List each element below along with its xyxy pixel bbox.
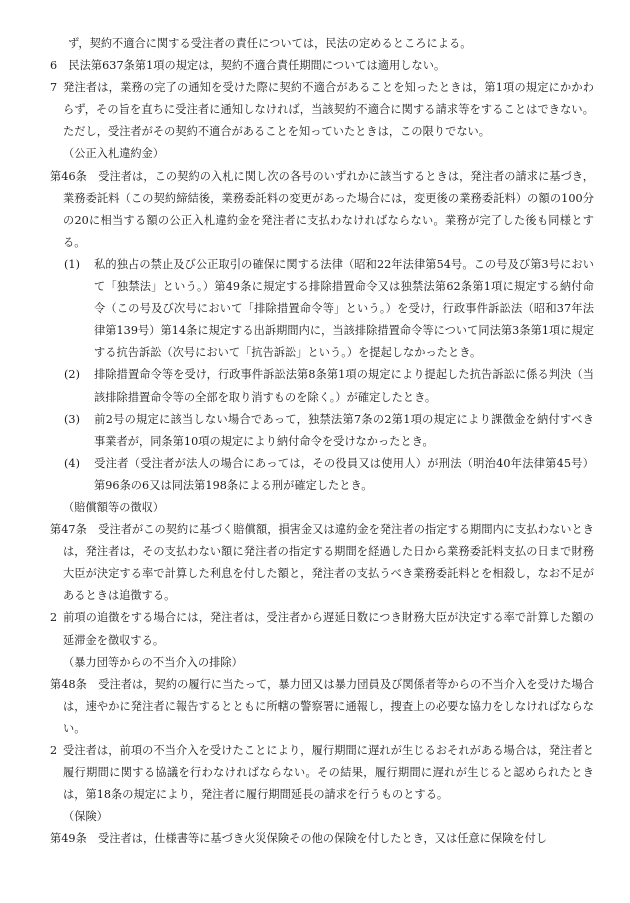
paragraph-number: 2 [50, 744, 58, 757]
article-47-paragraph-2 [50, 607, 594, 651]
article-46 [50, 166, 594, 254]
article-48-heading: （暴力団等からの不当介入の排除） [63, 655, 243, 669]
item-text: 受注者（受注者が法人の場合にあっては，その役員又は使用人）が刑法（明治40年法律第45号）第96条の6又は同法第198条による刑が確定したとき。 [94, 456, 594, 492]
article-label: 第47条 [50, 523, 87, 537]
paragraph-7 [50, 77, 594, 143]
article-47 [50, 519, 594, 607]
item-number: (2) [64, 368, 80, 382]
article-48-paragraph-2 [50, 740, 594, 806]
article-text: 受注者は，仕様書等に基づき火災保険その他の保険を付したとき，又は任意に保険を付し [86, 832, 548, 846]
article-49 [50, 828, 594, 850]
item-text: 排除措置命令等を受け，行政事件訴訟法第8条第1項の規定により提起した抗告訴訟に係る判決（当該排除措置命令等の全部を取り消すものを除く。）が確定したとき。 [94, 368, 594, 404]
paragraph-text: 発注者は，業務の完了の通知を受けた際に契約不適合があることを知ったときは，第1項の規定にかかわらず，その旨を直ちに受注者に通知しなければ，当該契約不適合に関する請求等をすることはできない。ただし，受注者がその契約不適合があることを知っていたときは，この限りでない。 [63, 81, 594, 139]
paragraph-text: 前項の追徴をする場合には，発注者は，受注者から遅延日数につき財務大臣が決定する率で計算した額の延滞金を徴収する。 [63, 611, 594, 647]
paragraph-number: 7 [50, 81, 58, 95]
paragraph-continuation: ず，契約不適合に関する受注者の責任については，民法の定めるところによる。 [68, 37, 472, 50]
item-text: 私的独占の禁止及び公正取引の確保に関する法律（昭和22年法律第54号。この号及び第3号において「独禁法」という。）第49条に規定する排除措置命令又は独禁法第62条第1項に規定する納付命令（この号及び次号において「排除措置命令等」という。）を受け，行政事件訴訟法（昭和37年法律第139号）第14条に規定する出訴期間内に，当該排除措置命令等について同法第3条第1項に規定する抗告訴訟（次号において「抗告訴訟」という。）を提起しなかったとき。 [94, 257, 594, 360]
paragraph-6: 6 民法第637条第1項の規定は，契約不適合責任期間については適用しない。 [50, 59, 446, 73]
item-number: (1) [64, 257, 80, 271]
article-46-heading: （公正入札違約金） [63, 147, 165, 161]
article-text: 受注者がこの契約に基づく賠償額，損害金又は違約金を発注者の指定する期間内に支払わないときは，発注者は，その支払わない額に発注者の指定する期間を経過した日から業務委託料支払の日まで財務大臣が決定する率で計算した利息を付した額と，発注者の支払うべき業務委託料とを相殺し，なお不足があるときは追徴する。 [63, 523, 594, 603]
article-label: 第48条 [50, 677, 87, 691]
article-49-heading: （保険） [63, 810, 108, 824]
article-47-heading: （賠償額等の徴収） [63, 500, 165, 514]
item-number: (3) [64, 412, 80, 426]
item-number: (4) [64, 456, 80, 470]
paragraph-text: 受注者は，前項の不当介入を受けたことにより，履行期間に遅れが生じるおそれがある場合は，発注者と履行期間に関する協議を行わなければならない。その結果，履行期間に遅れが生じると認められたときは，第18条の規定により，発注者に履行期間延長の請求を行うものとする。 [63, 744, 594, 802]
article-label: 第49条 [50, 832, 87, 846]
article-46-item-2 [50, 364, 594, 408]
article-46-item-3 [50, 409, 594, 453]
article-text: 受注者は，この契約の入札に関し次の各号のいずれかに該当するときは，発注者の請求に基づき，業務委託料（この契約締結後，業務委託料の変更があった場合には，変更後の業務委託料）の額の100分の20に相当する額の公正入札違約金を発注者に支払わなければならない。業務が完了した後も同様とする。 [63, 169, 594, 249]
article-48 [50, 674, 594, 740]
article-label: 第46条 [50, 169, 87, 183]
article-46-item-4 [50, 453, 594, 497]
paragraph-number: 2 [50, 611, 58, 625]
article-text: 受注者は，契約の履行に当たって，暴力団又は暴力団員及び関係者等からの不当介入を受けた場合は，速やかに発注者に報告するとともに所轄の警察署に通報し，捜査上の必要な協力をしなければならない。 [63, 677, 594, 735]
article-46-item-1 [50, 254, 594, 364]
item-text: 前2号の規定に該当しない場合であって，独禁法第7条の2第1項の規定により課徴金を納付すべき事業者が，同条第10項の規定により納付命令を受けなかったとき。 [94, 412, 594, 448]
